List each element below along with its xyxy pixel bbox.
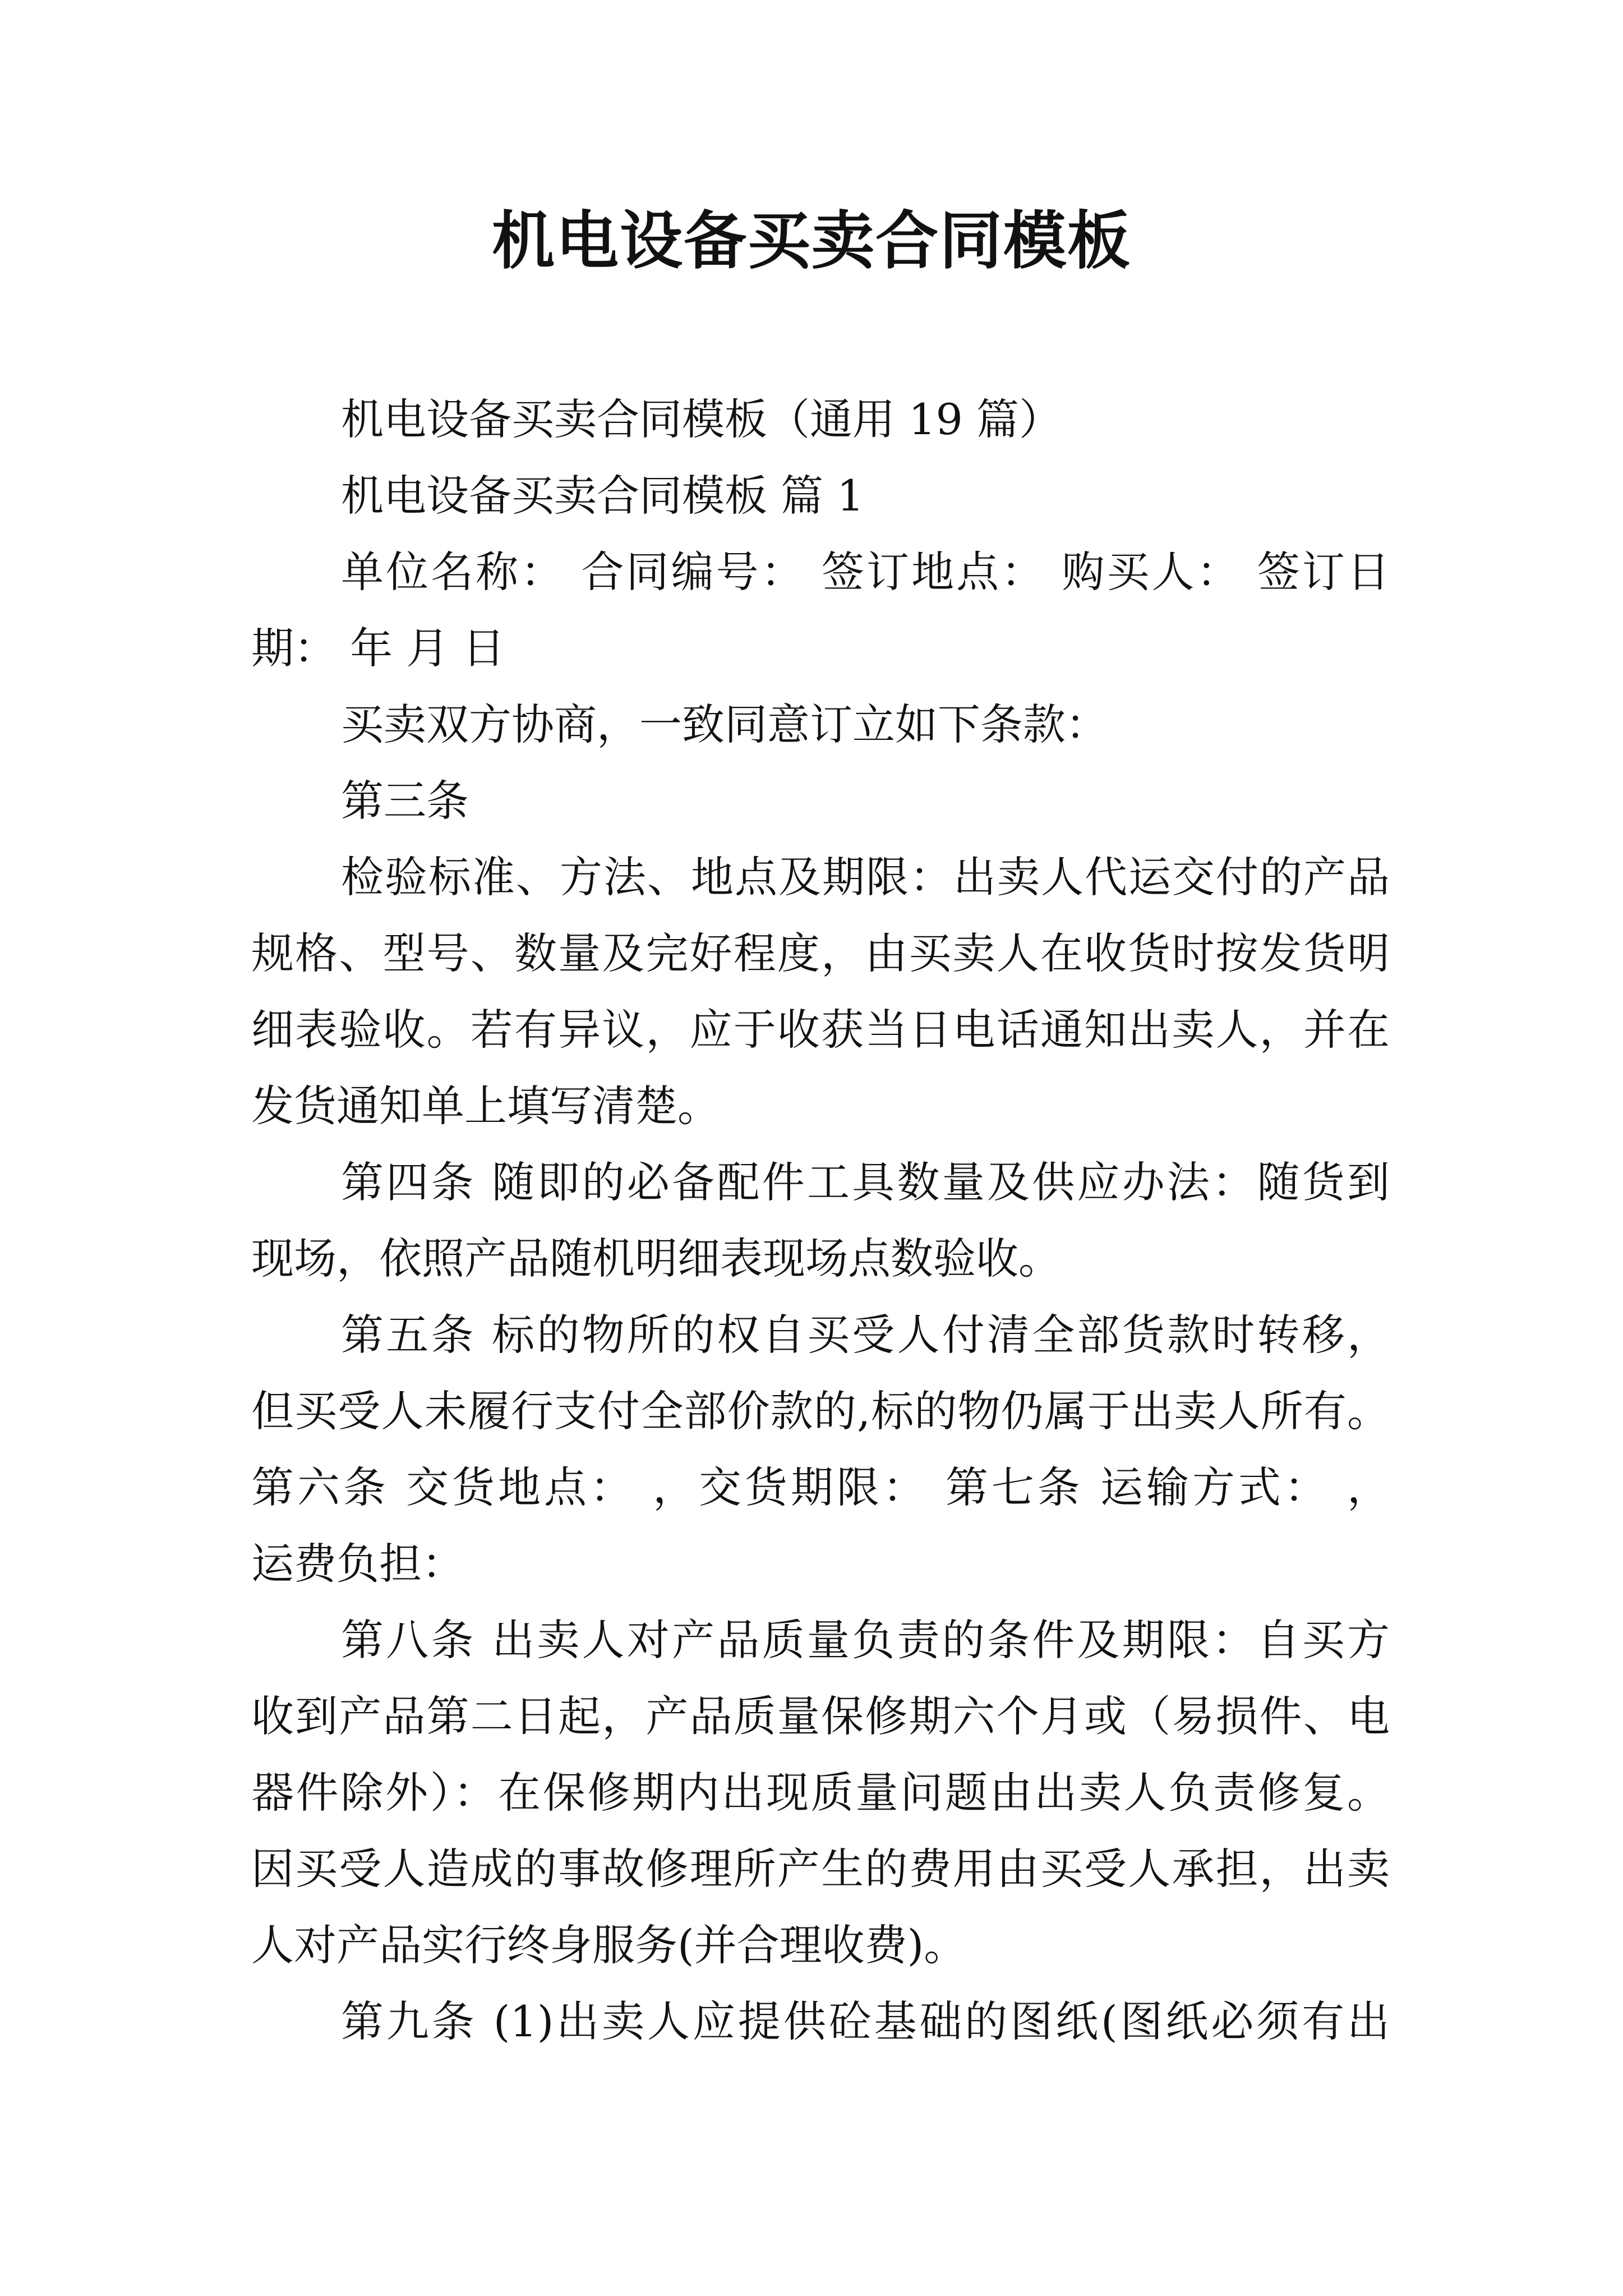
document-body xyxy=(251,381,1390,2060)
paragraph-line: 单位名称： 合同编号： 签订地点： 购买人： 签订日 xyxy=(341,547,1390,597)
paragraph-line: 器件除外）：在保修期内出现质量问题由出卖人负责修复。 xyxy=(251,1768,1390,1818)
paragraph-line: 第四条 随即的必备配件工具数量及供应办法：随货到 xyxy=(341,1157,1390,1207)
paragraph-line: 第八条 出卖人对产品质量负责的条件及期限：自买方 xyxy=(341,1615,1390,1665)
paragraph-line: 收到产品第二日起，产品质量保修期六个月或（易损件、电 xyxy=(251,1691,1390,1741)
paragraph-line: 细表验收。若有异议，应于收获当日电话通知出卖人，并在 xyxy=(251,1005,1390,1055)
paragraph-line: 机电设备买卖合同模板 篇 1 xyxy=(341,471,864,521)
paragraph-line: 因买受人造成的事故修理所产生的费用由买受人承担，出卖 xyxy=(251,1844,1390,1894)
paragraph-line: 机电设备买卖合同模板（通用 19 篇） xyxy=(341,394,1062,444)
paragraph-line: 买卖双方协商，一致同意订立如下条款： xyxy=(341,700,1108,749)
paragraph-line: 现场，依照产品随机明细表现场点数验收。 xyxy=(251,1234,1061,1283)
paragraph-line: 人对产品实行终身服务(并合理收费)。 xyxy=(251,1920,967,1970)
paragraph-line: 期： 年 月 日 xyxy=(251,623,505,673)
paragraph-line: 运费负担： xyxy=(251,1539,464,1589)
paragraph-line: 第三条 xyxy=(341,776,469,826)
paragraph-line: 第五条 标的物所的权自买受人付清全部货款时转移， xyxy=(341,1310,1390,1360)
paragraph-line: 检验标准、方法、地点及期限：出卖人代运交付的产品 xyxy=(341,852,1390,902)
paragraph-line: 第六条 交货地点： ，交货期限： 第七条 运输方式： ， xyxy=(251,1462,1390,1512)
paragraph-line: 但买受人未履行支付全部价款的,标的物仍属于出卖人所有。 xyxy=(251,1386,1390,1436)
paragraph-line: 规格、型号、数量及完好程度，由买卖人在收货时按发货明 xyxy=(251,928,1390,978)
document-title: 机电设备买卖合同模板 xyxy=(492,204,1131,278)
paragraph-line: 第九条 (1)出卖人应提供砼基础的图纸(图纸必须有出 xyxy=(341,1996,1390,2046)
paragraph-line: 发货通知单上填写清楚。 xyxy=(251,1081,720,1131)
